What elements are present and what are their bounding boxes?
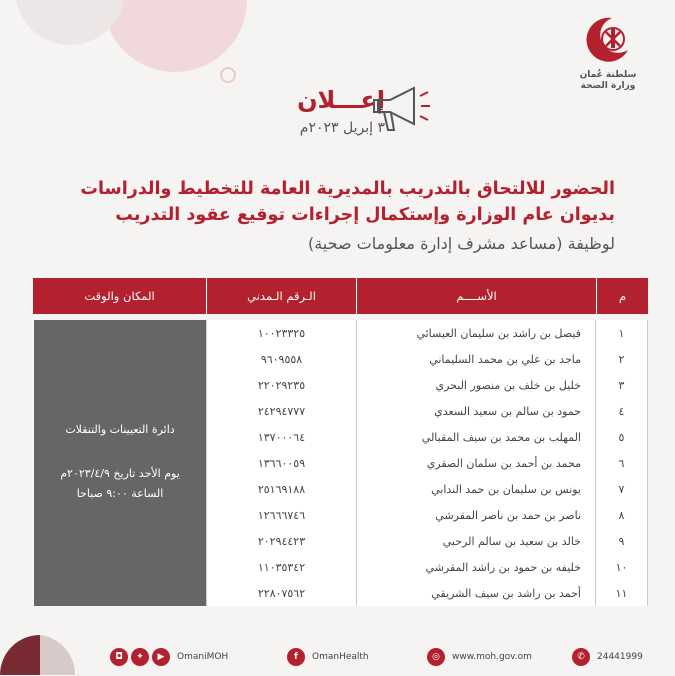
row-id-cell: ٢٤٢٩٤٧٧٧ xyxy=(257,404,306,418)
row-num-cell: ٩ xyxy=(618,534,625,548)
row-name-cell: خليل بن خلف بن منصور البحري xyxy=(435,378,581,392)
row-id-cell: ٢٠٢٩٤٤٢٣ xyxy=(257,534,306,548)
table-header xyxy=(33,278,648,314)
row-num-cell: ٨ xyxy=(618,508,625,522)
row-id-cell: ١٣٧٠٠٠٦٤ xyxy=(257,430,306,444)
announcement-title: إعـــلان xyxy=(297,86,385,114)
row-num-cell: ٢ xyxy=(618,352,625,366)
row-name-cell: محمد بن أحمد بن سلمان الصقري xyxy=(426,456,581,470)
row-num-cell: ١٠ xyxy=(615,560,628,574)
place-department: دائرة التعيينات والتنقلات xyxy=(65,422,175,436)
row-id-cell: ٢٥١٦٩١٨٨ xyxy=(257,482,306,496)
row-name-cell: المهلب بن محمد بن سيف المقبالي xyxy=(421,430,581,444)
header-place-time: المكان والوقت xyxy=(84,289,155,303)
row-id-cell: ٢٢٠٢٩٢٣٥ xyxy=(257,378,306,392)
row-id-cell: ١٢٦٦٦٧٤٦ xyxy=(257,508,306,522)
row-name-cell: أحمد بن راشد بن سيف الشريقي xyxy=(431,586,581,600)
column-civil-id xyxy=(206,320,356,606)
row-num-cell: ١ xyxy=(618,326,625,340)
megaphone-icon xyxy=(370,80,432,138)
header-name: الأســــم xyxy=(356,278,596,314)
row-name-cell: خليفه بن حمود بن راشد المقرشي xyxy=(425,560,581,574)
twitter-icon: ✦ xyxy=(131,648,149,666)
instagram-icon: ◘ xyxy=(110,648,128,666)
row-num-cell: ٦ xyxy=(618,456,625,470)
row-name-cell: ماجد بن علي بن محمد السليماني xyxy=(429,352,581,366)
phone-icon: ✆ xyxy=(572,648,590,666)
table-body xyxy=(33,320,648,606)
row-num-cell: ٧ xyxy=(618,482,625,496)
column-place-time xyxy=(33,320,206,606)
headline xyxy=(30,176,615,258)
row-id-cell: ١٣٦٦٠٠٥٩ xyxy=(257,456,306,470)
column-number xyxy=(596,320,648,606)
column-name xyxy=(356,320,596,606)
place-date: يوم الأحد تاريخ ٢٠٢٣/٤/٩م xyxy=(60,466,180,480)
job-title: لوظيفة (مساعد مشرف إدارة معلومات صحية) xyxy=(307,234,615,253)
footer-social[interactable] xyxy=(110,648,228,666)
footer-facebook-label: OmanHealth xyxy=(312,652,369,662)
row-name-cell: فيصل بن راشد بن سليمان العيسائي xyxy=(416,326,581,340)
row-id-cell: ١٠٠٢٣٣٢٥ xyxy=(257,326,306,340)
row-name-cell: حمود بن سالم بن سعيد السعدي xyxy=(434,404,581,418)
announcement-date: ٣ إبريل ٢٠٢٣م xyxy=(299,120,385,136)
header-number: م xyxy=(596,278,648,314)
row-name-cell: خالد بن سعيد بن سالم الرحبي xyxy=(442,534,581,548)
facebook-icon: f xyxy=(287,648,305,666)
footer-social-label: OmaniMOH xyxy=(177,652,229,662)
row-id-cell: ٩٦٠٩٥٥٨ xyxy=(260,352,303,366)
row-num-cell: ٤ xyxy=(618,404,625,418)
row-id-cell: ١١٠٣٥٣٤٢ xyxy=(257,560,306,574)
moh-emblem-icon xyxy=(582,14,634,66)
row-num-cell: ٣ xyxy=(618,378,625,392)
footer-phone[interactable] xyxy=(572,648,643,666)
globe-icon: ◎ xyxy=(427,648,445,666)
row-name-cell: ناصر بن حمد بن ناصر المقرشي xyxy=(435,508,581,522)
row-id-cell: ٢٢٨٠٧٥٦٢ xyxy=(257,586,306,600)
footer-facebook[interactable] xyxy=(287,648,369,666)
headline-line-1: الحضور للالتحاق بالتدريب بالمديرية العامة للتخطيط والدراسات xyxy=(80,179,615,199)
row-num-cell: ٥ xyxy=(618,430,625,444)
footer-website-label: www.moh.gov.om xyxy=(452,652,532,662)
announcement-header xyxy=(0,80,675,140)
footer-phone-label: 24441999 xyxy=(597,652,643,662)
footer-website[interactable] xyxy=(427,648,532,666)
logo-country: سلطنة عُمان xyxy=(579,70,637,80)
place-time: الساعة ٩:٠٠ صباحا xyxy=(76,486,164,500)
footer xyxy=(0,640,675,676)
row-num-cell: ١١ xyxy=(615,586,628,600)
youtube-icon: ▶ xyxy=(152,648,170,666)
header-civil-id: الـرقم الـمدني xyxy=(206,278,356,314)
row-name-cell: يونس بن سليمان بن حمد الندابي xyxy=(431,482,581,496)
logo-ministry: وزارة الصحة xyxy=(580,81,636,91)
headline-line-2: بديوان عام الوزارة وإستكمال إجراءات توقيع عقود التدريب xyxy=(115,205,615,225)
